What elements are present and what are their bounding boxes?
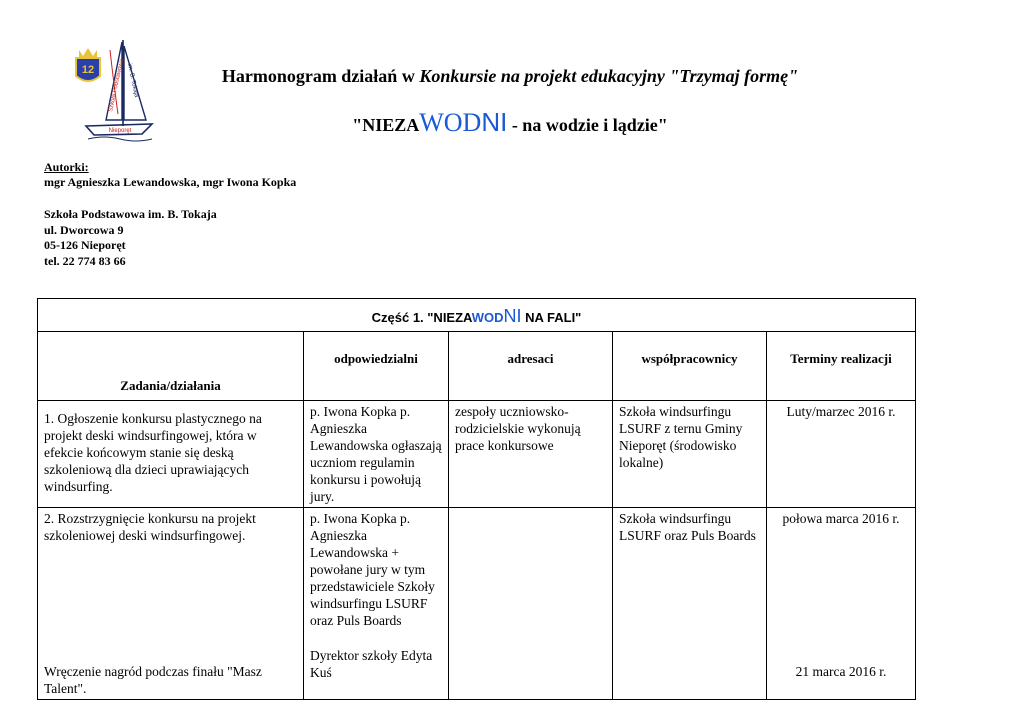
authors-block [44, 160, 296, 190]
partners-cell: Szkoła windsurfingu LSURF z ternu Gminy Nieporęt (środowisko lokalne) [613, 401, 767, 508]
svg-text:Szkoła Podstawowa: Szkoła Podstawowa [108, 58, 126, 113]
task-cell [38, 508, 304, 700]
svg-text:Nieporęt: Nieporęt [108, 128, 132, 134]
schedule-table [37, 298, 916, 700]
task-text-secondary: Wręczenie nagród podczas finału "Masz Talent". [44, 664, 262, 696]
part-header-row [38, 299, 916, 332]
school-phone: tel. 22 774 83 66 [44, 253, 126, 268]
page-title: Harmonogram działań w Konkursie na projekt edukacyjny "Trzymaj formę" [221, 66, 799, 86]
column-header-tasks: Zadania/działania [38, 332, 304, 401]
partners-cell: Szkoła windsurfingu LSURF oraz Puls Boards [613, 508, 767, 700]
column-header-responsible: odpowiedzialni [304, 332, 449, 401]
part-title: Część 1. "NIEZAWODNI NA FALI" [38, 299, 916, 332]
school-address [44, 207, 217, 269]
responsible-cell: p. Iwona Kopka p. Agnieszka Lewandowska ogłaszają uczniom regulamin konkursu i powołują jury. [304, 401, 449, 508]
column-header-dates: Terminy realizacji [767, 332, 916, 401]
svg-text:12: 12 [81, 64, 95, 76]
table-row [38, 508, 916, 700]
addressees-cell [449, 508, 613, 700]
responsible-text: p. Iwona Kopka p. Agnieszka Lewandowska + powołane jury w tym przedstawiciele Szkoły windsurfingu LSURF oraz Puls Boards [310, 511, 435, 628]
column-header-partners: współpracownicy [613, 332, 767, 401]
column-header-row [38, 332, 916, 401]
svg-text:im. B. Tokaja: im. B. Tokaja [126, 63, 140, 98]
responsible-cell [304, 508, 449, 700]
school-city: 05-126 Nieporęt [44, 238, 126, 252]
authors-label: Autorki: [44, 160, 89, 174]
sailboat-logo-icon [74, 36, 156, 142]
school-name: Szkoła Podstawowa im. B. Tokaja [44, 207, 217, 221]
authors-names: mgr Agnieszka Lewandowska, mgr Iwona Kopka [44, 175, 297, 189]
school-street: ul. Dworcowa 9 [44, 222, 124, 237]
date-text: połowa marca 2016 r. [782, 511, 900, 526]
school-logo [74, 36, 156, 142]
date-text-secondary: 21 marca 2016 r. [795, 664, 887, 679]
task-cell: 1. Ogłoszenie konkursu plastycznego na projekt deski windsurfingowej, która w efekcie końcowym stanie się deską szkoleniową dla dzieci uprawiających windsurfing. [38, 401, 304, 508]
task-text: 2. Rozstrzygnięcie konkursu na projekt szkoleniowej deski windsurfingowej. [44, 511, 256, 543]
column-header-addressees: adresaci [449, 332, 613, 401]
table-row [38, 401, 916, 508]
page-subtitle: "NIEZAWODNI - na wodzie i lądzie" [352, 107, 668, 137]
date-cell: Luty/marzec 2016 r. [767, 401, 916, 508]
responsible-text-secondary: Dyrektor szkoły Edyta Kuś [310, 648, 433, 680]
date-cell [767, 508, 916, 700]
addressees-cell: zespoły uczniowsko-rodzicielskie wykonują prace konkursowe [449, 401, 613, 508]
